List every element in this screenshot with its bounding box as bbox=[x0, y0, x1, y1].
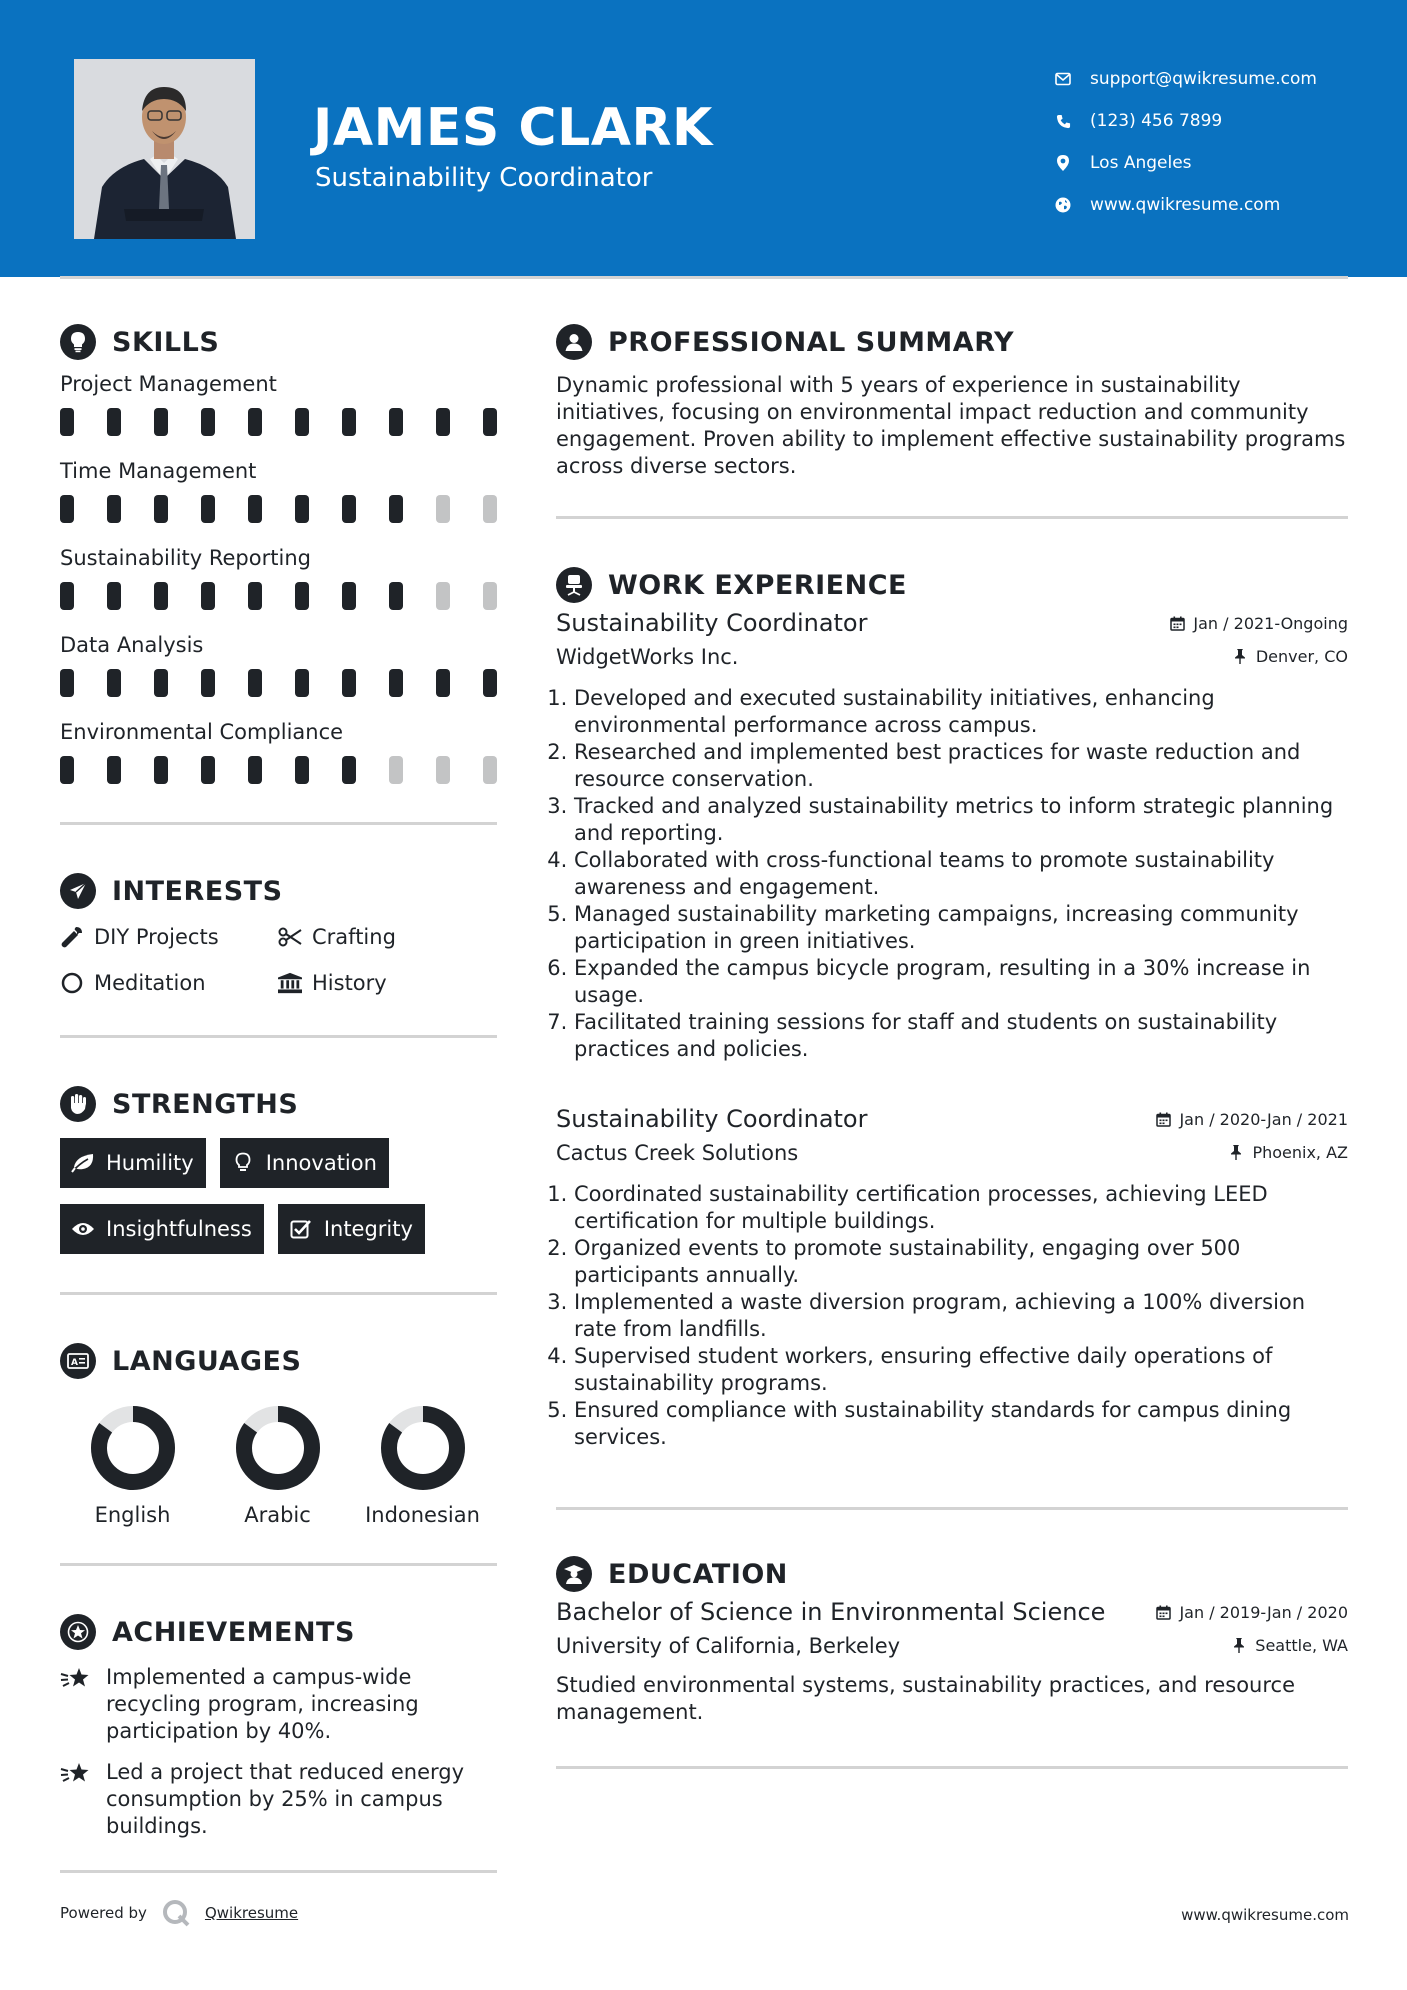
company-name: WidgetWorks Inc. bbox=[556, 645, 739, 669]
education-heading: EDUCATION bbox=[608, 1558, 788, 1590]
section-divider bbox=[60, 1035, 497, 1038]
skill-level-dot bbox=[436, 669, 450, 697]
skill-level-dot bbox=[389, 495, 403, 523]
user-icon bbox=[556, 324, 592, 360]
education-dates: Jan / 2019-Jan / 2020 bbox=[1155, 1603, 1348, 1622]
skill-name: Data Analysis bbox=[60, 633, 204, 657]
left-column bbox=[60, 322, 497, 1840]
powered-by-label: Powered by bbox=[60, 1904, 147, 1922]
qwikresume-link[interactable]: Qwikresume bbox=[204, 1904, 299, 1922]
skill-name: Project Management bbox=[60, 372, 277, 396]
paper-plane-icon bbox=[60, 873, 96, 909]
job-dates: Jan / 2021-Ongoing bbox=[1169, 614, 1348, 633]
calendar-icon bbox=[1155, 1605, 1171, 1621]
wrench-icon bbox=[60, 925, 84, 949]
skill-level-dot bbox=[60, 756, 74, 784]
skill-level-bar bbox=[60, 495, 497, 523]
language-label: English bbox=[94, 1503, 171, 1527]
language-level-ring bbox=[90, 1405, 176, 1491]
checkbox-icon bbox=[288, 1216, 314, 1242]
skill-level-dot bbox=[107, 495, 121, 523]
language-label: Arabic bbox=[244, 1503, 311, 1527]
skill-level-dot bbox=[389, 756, 403, 784]
section-divider bbox=[60, 822, 497, 825]
job-duty-item: 4. Collaborated with cross-functional teams to promote sustainability awareness and engagement. bbox=[574, 847, 1348, 901]
skill-level-dot bbox=[201, 669, 215, 697]
job-duty-item: 2. Researched and implemented best practices for waste reduction and resource conservation. bbox=[574, 739, 1348, 793]
strength-badge: Integrity bbox=[278, 1204, 425, 1254]
job-duty-item: 3. Implemented a waste diversion program, achieving a 100% diversion rate from landfills. bbox=[574, 1289, 1348, 1343]
company-name: Cactus Creek Solutions bbox=[556, 1141, 799, 1165]
skill-level-dot bbox=[107, 756, 121, 784]
skill-level-dot bbox=[483, 495, 497, 523]
skill-level-dot bbox=[248, 408, 262, 436]
contact-phone[interactable]: (123) 456 7899 bbox=[1054, 100, 1317, 142]
job-duty-item: 5. Managed sustainability marketing campaigns, increasing community participation in green initiatives. bbox=[574, 901, 1348, 955]
job-duty-item: 6. Expanded the campus bicycle program, resulting in a 30% increase in usage. bbox=[574, 955, 1348, 1009]
interests-section bbox=[60, 871, 497, 1038]
eye-icon bbox=[70, 1216, 96, 1242]
pushpin-icon bbox=[1232, 649, 1248, 665]
header-banner bbox=[0, 0, 1407, 277]
skill-name: Time Management bbox=[60, 459, 257, 483]
education-section bbox=[556, 1554, 1348, 1769]
svg-text:A: A bbox=[71, 1358, 78, 1368]
lightbulb-icon bbox=[60, 324, 96, 360]
star-badge-icon bbox=[60, 1614, 96, 1650]
school-name: University of California, Berkeley bbox=[556, 1634, 901, 1658]
qwikresume-logo-icon bbox=[161, 1898, 191, 1928]
strengths-heading: STRENGTHS bbox=[112, 1088, 299, 1120]
office-chair-icon bbox=[556, 567, 592, 603]
summary-text: Dynamic professional with 5 years of experience in sustainability initiatives, focusing on environmental impact reduction and community engagement. Proven ability to implement effective sustainability programs across diverse sectors. bbox=[556, 373, 1346, 478]
languages-list bbox=[60, 1405, 497, 1527]
summary-heading: PROFESSIONAL SUMMARY bbox=[608, 326, 1015, 358]
language-item bbox=[205, 1405, 350, 1527]
interests-heading: INTERESTS bbox=[112, 875, 283, 907]
language-item bbox=[350, 1405, 495, 1527]
strength-badge: Humility bbox=[60, 1138, 206, 1188]
section-divider bbox=[60, 1292, 497, 1295]
skill-level-bar bbox=[60, 669, 497, 697]
skill-level-dot bbox=[60, 408, 74, 436]
contact-list bbox=[1054, 58, 1317, 226]
skill-level-dot bbox=[342, 495, 356, 523]
skill-level-dot bbox=[154, 582, 168, 610]
languages-section bbox=[60, 1341, 497, 1566]
job-duties-list bbox=[556, 685, 1348, 1063]
language-level-ring bbox=[235, 1405, 321, 1491]
job-entry bbox=[556, 1105, 1348, 1451]
museum-icon bbox=[278, 971, 302, 995]
interest-item: Meditation bbox=[60, 969, 278, 997]
skill-level-dot bbox=[107, 408, 121, 436]
pushpin-icon bbox=[1228, 1145, 1244, 1161]
skill-level-dot bbox=[389, 582, 403, 610]
job-location: Phoenix, AZ bbox=[1228, 1143, 1348, 1162]
job-location: Denver, CO bbox=[1232, 647, 1348, 666]
strengths-list bbox=[60, 1138, 497, 1254]
skill-level-dot bbox=[483, 582, 497, 610]
skill-level-dot bbox=[248, 495, 262, 523]
job-duty-item: 4. Supervised student workers, ensuring effective daily operations of sustainability programs. bbox=[574, 1343, 1348, 1397]
section-divider bbox=[556, 1766, 1348, 1769]
skill-level-bar bbox=[60, 582, 497, 610]
pushpin-icon bbox=[1231, 1638, 1247, 1654]
raised-fist-icon bbox=[60, 1086, 96, 1122]
education-location: Seattle, WA bbox=[1231, 1636, 1348, 1655]
language-label: Indonesian bbox=[365, 1503, 480, 1527]
skill-level-dot bbox=[107, 669, 121, 697]
interests-list bbox=[60, 923, 497, 997]
skills-heading: SKILLS bbox=[112, 326, 220, 358]
job-duty-item: 5. Ensured compliance with sustainability standards for campus dining services. bbox=[574, 1397, 1348, 1451]
skills-section bbox=[60, 322, 497, 825]
achievement-item: Led a project that reduced energy consumption by 25% in campus buildings. bbox=[60, 1759, 497, 1840]
header-divider bbox=[60, 276, 1348, 279]
calendar-icon bbox=[1155, 1112, 1171, 1128]
phone-icon bbox=[1054, 112, 1072, 130]
skill-level-dot bbox=[295, 495, 309, 523]
achievements-section bbox=[60, 1612, 497, 1840]
job-duty-item: 7. Facilitated training sessions for staff and students on sustainability practices and policies. bbox=[574, 1009, 1348, 1063]
envelope-icon bbox=[1054, 70, 1072, 88]
circle-icon bbox=[60, 971, 84, 995]
job-duty-item: 1. Developed and executed sustainability initiatives, enhancing environmental performance across campus. bbox=[574, 685, 1348, 739]
skill-level-dot bbox=[436, 582, 450, 610]
skill-level-dot bbox=[483, 408, 497, 436]
skill-name: Sustainability Reporting bbox=[60, 546, 311, 570]
job-entry bbox=[556, 609, 1348, 1063]
skill-level-dot bbox=[60, 582, 74, 610]
skill-level-dot bbox=[154, 756, 168, 784]
achievement-item: Implemented a campus-wide recycling program, increasing participation by 40%. bbox=[60, 1664, 497, 1745]
language-level-ring bbox=[380, 1405, 466, 1491]
skill-level-dot bbox=[201, 495, 215, 523]
language-item bbox=[60, 1405, 205, 1527]
strengths-section bbox=[60, 1084, 497, 1295]
skill-level-bar bbox=[60, 756, 497, 784]
skill-level-dot bbox=[295, 669, 309, 697]
strength-badge: Insightfulness bbox=[60, 1204, 264, 1254]
job-duty-item: 1. Coordinated sustainability certification processes, achieving LEED certification for multiple buildings. bbox=[574, 1181, 1348, 1235]
interest-item: DIY Projects bbox=[60, 923, 278, 951]
section-divider bbox=[556, 516, 1348, 519]
interest-item: Crafting bbox=[278, 923, 497, 951]
contact-website[interactable]: www.qwikresume.com bbox=[1054, 184, 1317, 226]
lightbulb-icon bbox=[230, 1150, 256, 1176]
globe-icon bbox=[1054, 196, 1072, 214]
shooting-star-icon bbox=[60, 1759, 94, 1840]
graduate-icon bbox=[556, 1556, 592, 1592]
skill-level-dot bbox=[342, 408, 356, 436]
summary-section bbox=[556, 322, 1348, 519]
scissors-icon bbox=[278, 925, 302, 949]
education-description: Studied environmental systems, sustainability practices, and resource management. bbox=[556, 1673, 1295, 1724]
skill-level-dot bbox=[154, 408, 168, 436]
skill-level-dot bbox=[342, 669, 356, 697]
skill-level-dot bbox=[248, 756, 262, 784]
job-duty-item: 2. Organized events to promote sustainability, engaging over 500 participants annually. bbox=[574, 1235, 1348, 1289]
skill-level-dot bbox=[154, 669, 168, 697]
degree-title: Bachelor of Science in Environmental Science bbox=[556, 1598, 1106, 1626]
job-dates: Jan / 2020-Jan / 2021 bbox=[1155, 1110, 1348, 1129]
skill-level-dot bbox=[201, 582, 215, 610]
skill-level-dot bbox=[436, 408, 450, 436]
job-duties-list bbox=[556, 1181, 1348, 1451]
job-title: Sustainability Coordinator bbox=[556, 1105, 868, 1133]
achievements-heading: ACHIEVEMENTS bbox=[112, 1616, 355, 1648]
shooting-star-icon bbox=[60, 1664, 94, 1745]
footer-url[interactable]: www.qwikresume.com bbox=[1181, 1906, 1349, 1924]
skill-level-dot bbox=[154, 495, 168, 523]
skill-name: Environmental Compliance bbox=[60, 720, 344, 744]
skill-level-dot bbox=[201, 408, 215, 436]
skill-level-dot bbox=[342, 582, 356, 610]
language-icon bbox=[60, 1343, 96, 1379]
candidate-name: JAMES CLARK bbox=[313, 98, 713, 158]
skill-level-dot bbox=[483, 669, 497, 697]
skill-level-dot bbox=[342, 756, 356, 784]
footer-branding bbox=[60, 1898, 298, 1928]
calendar-icon bbox=[1169, 616, 1185, 632]
experience-section bbox=[556, 565, 1348, 1510]
footer-divider bbox=[60, 1870, 497, 1873]
job-title: Sustainability Coordinator bbox=[556, 609, 868, 637]
section-divider bbox=[556, 1507, 1348, 1510]
map-pin-icon bbox=[1054, 154, 1072, 172]
skill-level-dot bbox=[60, 495, 74, 523]
skill-level-dot bbox=[295, 582, 309, 610]
skill-level-dot bbox=[107, 582, 121, 610]
interest-item: History bbox=[278, 969, 497, 997]
skills-list bbox=[60, 372, 497, 784]
skill-level-dot bbox=[389, 669, 403, 697]
skill-level-dot bbox=[295, 408, 309, 436]
contact-location: Los Angeles bbox=[1054, 142, 1317, 184]
experience-heading: WORK EXPERIENCE bbox=[608, 569, 907, 601]
right-column bbox=[556, 322, 1348, 1769]
contact-email[interactable]: support@qwikresume.com bbox=[1054, 58, 1317, 100]
skill-level-dot bbox=[295, 756, 309, 784]
skill-level-dot bbox=[483, 756, 497, 784]
skill-level-dot bbox=[60, 669, 74, 697]
strength-badge: Innovation bbox=[220, 1138, 389, 1188]
section-divider bbox=[60, 1563, 497, 1566]
languages-heading: LANGUAGES bbox=[112, 1345, 302, 1377]
skill-level-dot bbox=[436, 756, 450, 784]
profile-photo bbox=[74, 59, 255, 239]
job-duty-item: 3. Tracked and analyzed sustainability metrics to inform strategic planning and reporting. bbox=[574, 793, 1348, 847]
skill-level-dot bbox=[389, 408, 403, 436]
skill-level-dot bbox=[248, 582, 262, 610]
leaf-icon bbox=[70, 1150, 96, 1176]
skill-level-bar bbox=[60, 408, 497, 436]
skill-level-dot bbox=[436, 495, 450, 523]
skill-level-dot bbox=[248, 669, 262, 697]
candidate-title: Sustainability Coordinator bbox=[315, 163, 653, 193]
skill-level-dot bbox=[201, 756, 215, 784]
